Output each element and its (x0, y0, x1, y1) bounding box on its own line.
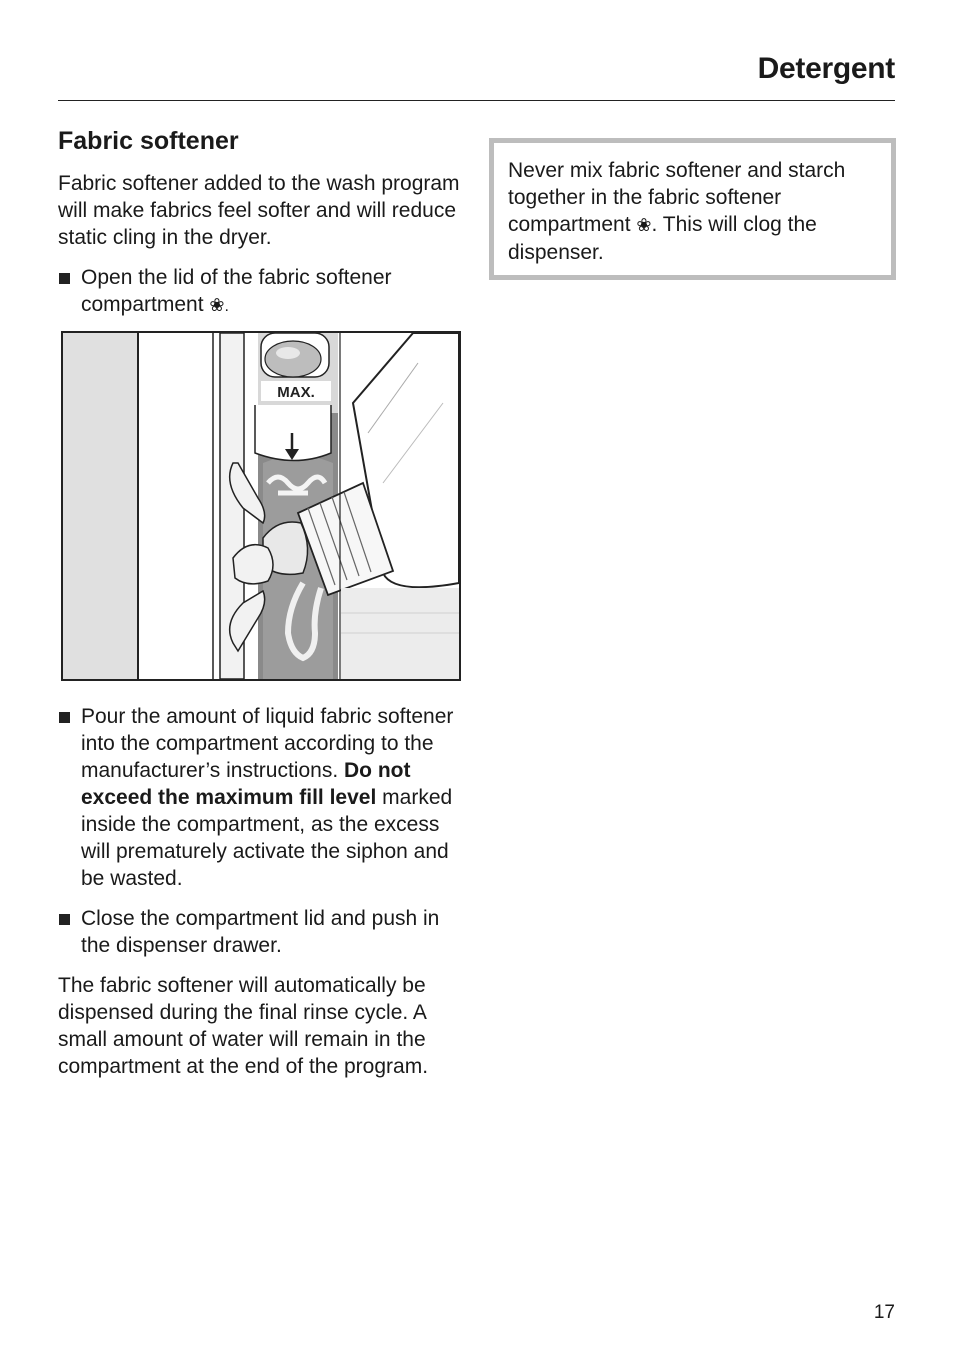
fabric-softener-symbol-icon: ❀ (636, 215, 652, 236)
dispenser-illustration (61, 331, 461, 681)
fabric-softener-symbol-icon: ❀ (209, 295, 225, 316)
page-header-title: Detergent (757, 52, 895, 85)
instruction-step-open-lid (58, 264, 468, 318)
header-divider (58, 100, 895, 101)
step-text: Close the compartment lid and push in the dispenser drawer. (81, 907, 440, 957)
step-text (81, 705, 453, 890)
bullet-square-icon (59, 712, 70, 723)
instruction-step-close-lid (58, 905, 468, 959)
step-text: Open the lid of the fabric softener compartment (81, 266, 392, 316)
intro-paragraph: Fabric softener added to the wash program will make fabrics feel softer and will reduce static cling in the dryer. (58, 172, 460, 249)
warning-notice-box (489, 138, 896, 280)
notice-text (508, 157, 877, 266)
right-column (489, 138, 896, 280)
left-column (58, 124, 468, 1080)
warning-bold-text: Do not exceed the maximum fill level (81, 759, 411, 809)
outro-paragraph: The fabric softener will automatically be dispensed during the final rinse cycle. A small amount of water will remain in the compartment at the end of the program. (58, 974, 429, 1078)
step-text-part: marked inside the compartment, as the excess will prematurely activate the siphon and be wasted. (81, 786, 453, 890)
notice-text-part: . This will clog the dispenser. (508, 213, 817, 264)
page-number: 17 (873, 1302, 895, 1323)
step-text-end: . (224, 298, 229, 315)
instruction-step-pour (58, 703, 468, 892)
section-heading: Fabric softener (58, 127, 239, 155)
bullet-square-icon (59, 914, 70, 925)
bullet-square-icon (59, 273, 70, 284)
max-fill-label: MAX. (277, 384, 315, 401)
notice-text-part: Never mix fabric softener and starch together in the fabric softener compartment (508, 159, 846, 236)
step-text-part: Pour the amount of liquid fabric softener into the compartment according to the manufacturer’s instructions. (81, 705, 454, 782)
